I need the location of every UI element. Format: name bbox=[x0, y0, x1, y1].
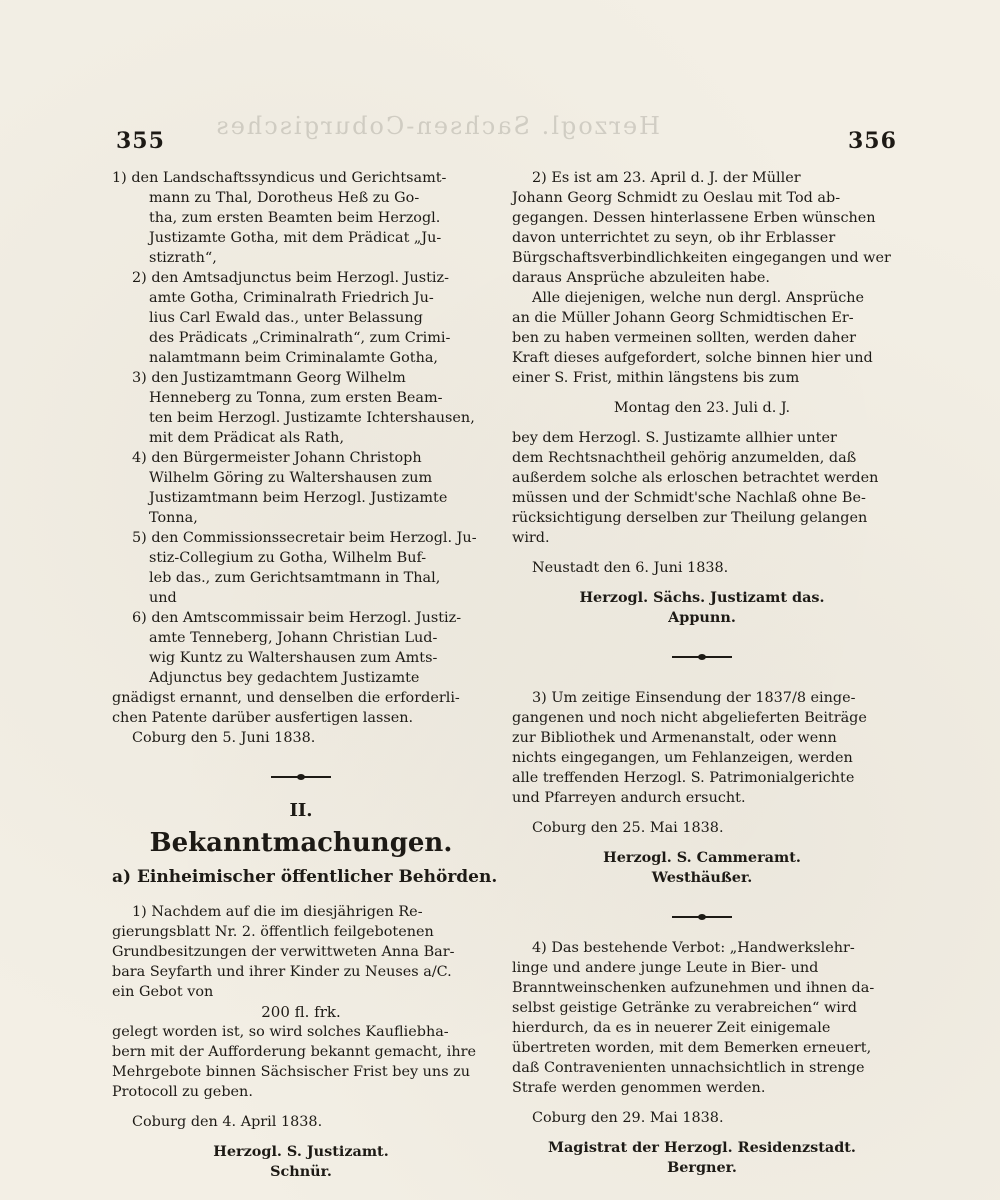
text-line: und Pfarreyen andurch ersucht. bbox=[512, 790, 746, 806]
text-line: Justizamtmann beim Herzogl. Justizamte bbox=[149, 490, 448, 506]
notice-3 bbox=[512, 688, 892, 888]
text-line: hierdurch, da es in neuerer Zeit einigemale bbox=[512, 1020, 831, 1036]
text-line: 4) Das bestehende Verbot: „Handwerkslehr- bbox=[532, 940, 855, 956]
text-line: wig Kuntz zu Waltershausen zum Amts- bbox=[149, 650, 438, 666]
section-title: Bekanntmachungen. bbox=[149, 828, 453, 858]
text-line: Justizamte Gotha, mit dem Prädicat „Ju- bbox=[149, 230, 442, 246]
text-line: Strafe werden genommen werden. bbox=[512, 1080, 766, 1096]
text-line: ten beim Herzogl. Justizamte Ichtershausen, bbox=[149, 410, 475, 426]
signature: Appunn. bbox=[668, 609, 736, 626]
text-line: und bbox=[149, 590, 177, 606]
text-line: leb das., zum Gerichtsamtmann in Thal, bbox=[149, 570, 441, 586]
text-line: Grundbesitzungen der verwittweten Anna Bar- bbox=[112, 944, 455, 960]
office-name: Herzogl. Sächs. Justizamt das. bbox=[579, 589, 825, 606]
text-line: zur Bibliothek und Armenanstalt, oder wenn bbox=[512, 730, 837, 746]
date-line: Neustadt den 6. Juni 1838. bbox=[532, 560, 729, 576]
text-line: gegangen. Dessen hinterlassene Erben wünschen bbox=[512, 210, 876, 226]
text-line: Adjunctus bey gedachtem Justizamte bbox=[149, 670, 420, 686]
text-line: nichts eingegangen, um Fehlanzeigen, werden bbox=[512, 750, 853, 766]
text-line: 3) Um zeitige Einsendung der 1837/8 einge- bbox=[532, 690, 856, 706]
text-line: 6) den Amtscommissair beim Herzogl. Justiz- bbox=[132, 610, 462, 626]
text-line: ein Gebot von bbox=[112, 984, 214, 1000]
text-line: des Prädicats „Criminalrath“, zum Crimi- bbox=[149, 330, 451, 346]
right-column bbox=[512, 168, 892, 1178]
text-line: lius Carl Ewald das., unter Belassung bbox=[149, 310, 423, 326]
text-line: rücksichtigung derselben zur Theilung gelangen bbox=[512, 510, 868, 526]
date-line: Coburg den 25. Mai 1838. bbox=[532, 820, 724, 836]
notice-4 bbox=[512, 938, 892, 1178]
date-line: Coburg den 5. Juni 1838. bbox=[132, 730, 316, 746]
text-line: 2) Es ist am 23. April d. J. der Müller bbox=[532, 170, 801, 186]
text-line: amte Tenneberg, Johann Christian Lud- bbox=[149, 630, 438, 646]
office-name: Herzogl. S. Cammeramt. bbox=[603, 849, 801, 866]
text-line: Tonna, bbox=[149, 510, 198, 526]
notice-divider bbox=[512, 648, 892, 668]
bid-amount: 200 fl. frk. bbox=[261, 1003, 341, 1021]
notice-2 bbox=[512, 168, 892, 628]
text-line: Henneberg zu Tonna, zum ersten Beam- bbox=[149, 390, 443, 406]
signature: Bergner. bbox=[667, 1159, 737, 1176]
text-line: übertreten worden, mit dem Bemerken erneuert, bbox=[512, 1040, 872, 1056]
text-line: bern mit der Aufforderung bekannt gemacht, ihre bbox=[112, 1044, 476, 1060]
notice-divider bbox=[512, 908, 892, 928]
text-line: mit dem Prädicat als Rath, bbox=[149, 430, 345, 446]
text-line: amte Gotha, Criminalrath Friedrich Ju- bbox=[149, 290, 434, 306]
office-name: Magistrat der Herzogl. Residenzstadt. bbox=[548, 1139, 856, 1156]
text-line: 5) den Commissionssecretair beim Herzogl. Ju- bbox=[132, 530, 477, 546]
text-line: Mehrgebote binnen Sächsischer Frist bey uns zu bbox=[112, 1064, 471, 1080]
text-line: 2) den Amtsadjunctus beim Herzogl. Justiz- bbox=[132, 270, 449, 286]
section-divider bbox=[112, 768, 490, 788]
left-column bbox=[112, 168, 498, 1182]
text-line: wird. bbox=[512, 530, 550, 546]
text-line: außerdem solche als erloschen betrachtet werden bbox=[512, 470, 879, 486]
text-line: 1) Nachdem auf die im diesjährigen Re- bbox=[132, 904, 423, 920]
text-line: linge und andere junge Leute in Bier- und bbox=[512, 960, 819, 976]
text-line: mann zu Thal, Dorotheus Heß zu Go- bbox=[149, 190, 420, 206]
text-line: nalamtmann beim Criminalamte Gotha, bbox=[149, 350, 439, 366]
text-line: gnädigst ernannt, und denselben die erforderli- bbox=[112, 690, 460, 706]
appointments-list bbox=[112, 168, 490, 748]
text-line: Kraft dieses aufgefordert, solche binnen hier und bbox=[512, 350, 873, 366]
office-name: Herzogl. S. Justizamt. bbox=[213, 1143, 389, 1160]
date-line: Coburg den 29. Mai 1838. bbox=[532, 1110, 724, 1126]
bleed-through-text: Herzogl. Sachsen-Coburgisches bbox=[214, 112, 660, 140]
text-line: 4) den Bürgermeister Johann Christoph bbox=[132, 450, 422, 466]
text-line: einer S. Frist, mithin längstens bis zum bbox=[512, 370, 800, 386]
text-line: 1) den Landschaftssyndicus und Gerichtsamt- bbox=[112, 170, 447, 186]
text-line: Johann Georg Schmidt zu Oeslau mit Tod ab- bbox=[512, 190, 841, 206]
text-line: 3) den Justizamtmann Georg Wilhelm bbox=[132, 370, 406, 386]
text-line: daß Contravenienten unnachsichtlich in strenge bbox=[512, 1060, 865, 1076]
notice-1 bbox=[112, 902, 490, 1182]
date-line: Coburg den 4. April 1838. bbox=[132, 1114, 323, 1130]
signature: Westhäußer. bbox=[651, 869, 753, 886]
text-line: dem Rechtsnachtheil gehörig anzumelden, daß bbox=[512, 450, 857, 466]
text-line: daraus Ansprüche abzuleiten habe. bbox=[512, 270, 770, 286]
page-number-left: 355 bbox=[116, 128, 165, 154]
text-line: alle treffenden Herzogl. S. Patrimonialgerichte bbox=[512, 770, 855, 786]
text-line: Alle diejenigen, welche nun dergl. Ansprüche bbox=[532, 290, 865, 306]
text-line: Bürgschaftsverbindlichkeiten eingegangen und wer bbox=[512, 250, 891, 266]
subsection-title: a) Einheimischer öffentlicher Behörden. bbox=[112, 867, 498, 887]
text-line: selbst geistige Getränke zu verabreichen“ wird bbox=[512, 1000, 857, 1016]
text-line: tha, zum ersten Beamten beim Herzogl. bbox=[149, 210, 441, 226]
deadline-line: Montag den 23. Juli d. J. bbox=[613, 400, 791, 416]
text-line: Protocoll zu geben. bbox=[112, 1084, 253, 1100]
text-line: Branntweinschenken aufzunehmen und ihnen da- bbox=[512, 980, 875, 996]
section-number: II. bbox=[289, 800, 313, 821]
text-line: bara Seyfarth und ihrer Kinder zu Neuses a/C. bbox=[112, 964, 452, 980]
text-line: Wilhelm Göring zu Waltershausen zum bbox=[149, 470, 433, 486]
text-line: stiz-Collegium zu Gotha, Wilhelm Buf- bbox=[149, 550, 427, 566]
text-line: gangenen und noch nicht abgelieferten Beiträge bbox=[512, 710, 867, 726]
text-line: an die Müller Johann Georg Schmidtischen Er- bbox=[512, 310, 854, 326]
text-line: bey dem Herzogl. S. Justizamte allhier unter bbox=[512, 430, 837, 446]
signature: Schnür. bbox=[270, 1163, 332, 1180]
text-line: ben zu haben vermeinen sollten, werden daher bbox=[512, 330, 857, 346]
text-line: davon unterrichtet zu seyn, ob ihr Erblasser bbox=[512, 230, 836, 246]
page-number-right: 356 bbox=[848, 128, 897, 154]
text-line: müssen und der Schmidt'sche Nachlaß ohne Be- bbox=[512, 490, 866, 506]
text-line: gierungsblatt Nr. 2. öffentlich feilgebotenen bbox=[112, 924, 434, 940]
text-line: stizrath“, bbox=[149, 250, 217, 266]
text-line: chen Patente darüber ausfertigen lassen. bbox=[112, 710, 414, 726]
text-line: gelegt worden ist, so wird solches Kaufliebha- bbox=[112, 1024, 449, 1040]
